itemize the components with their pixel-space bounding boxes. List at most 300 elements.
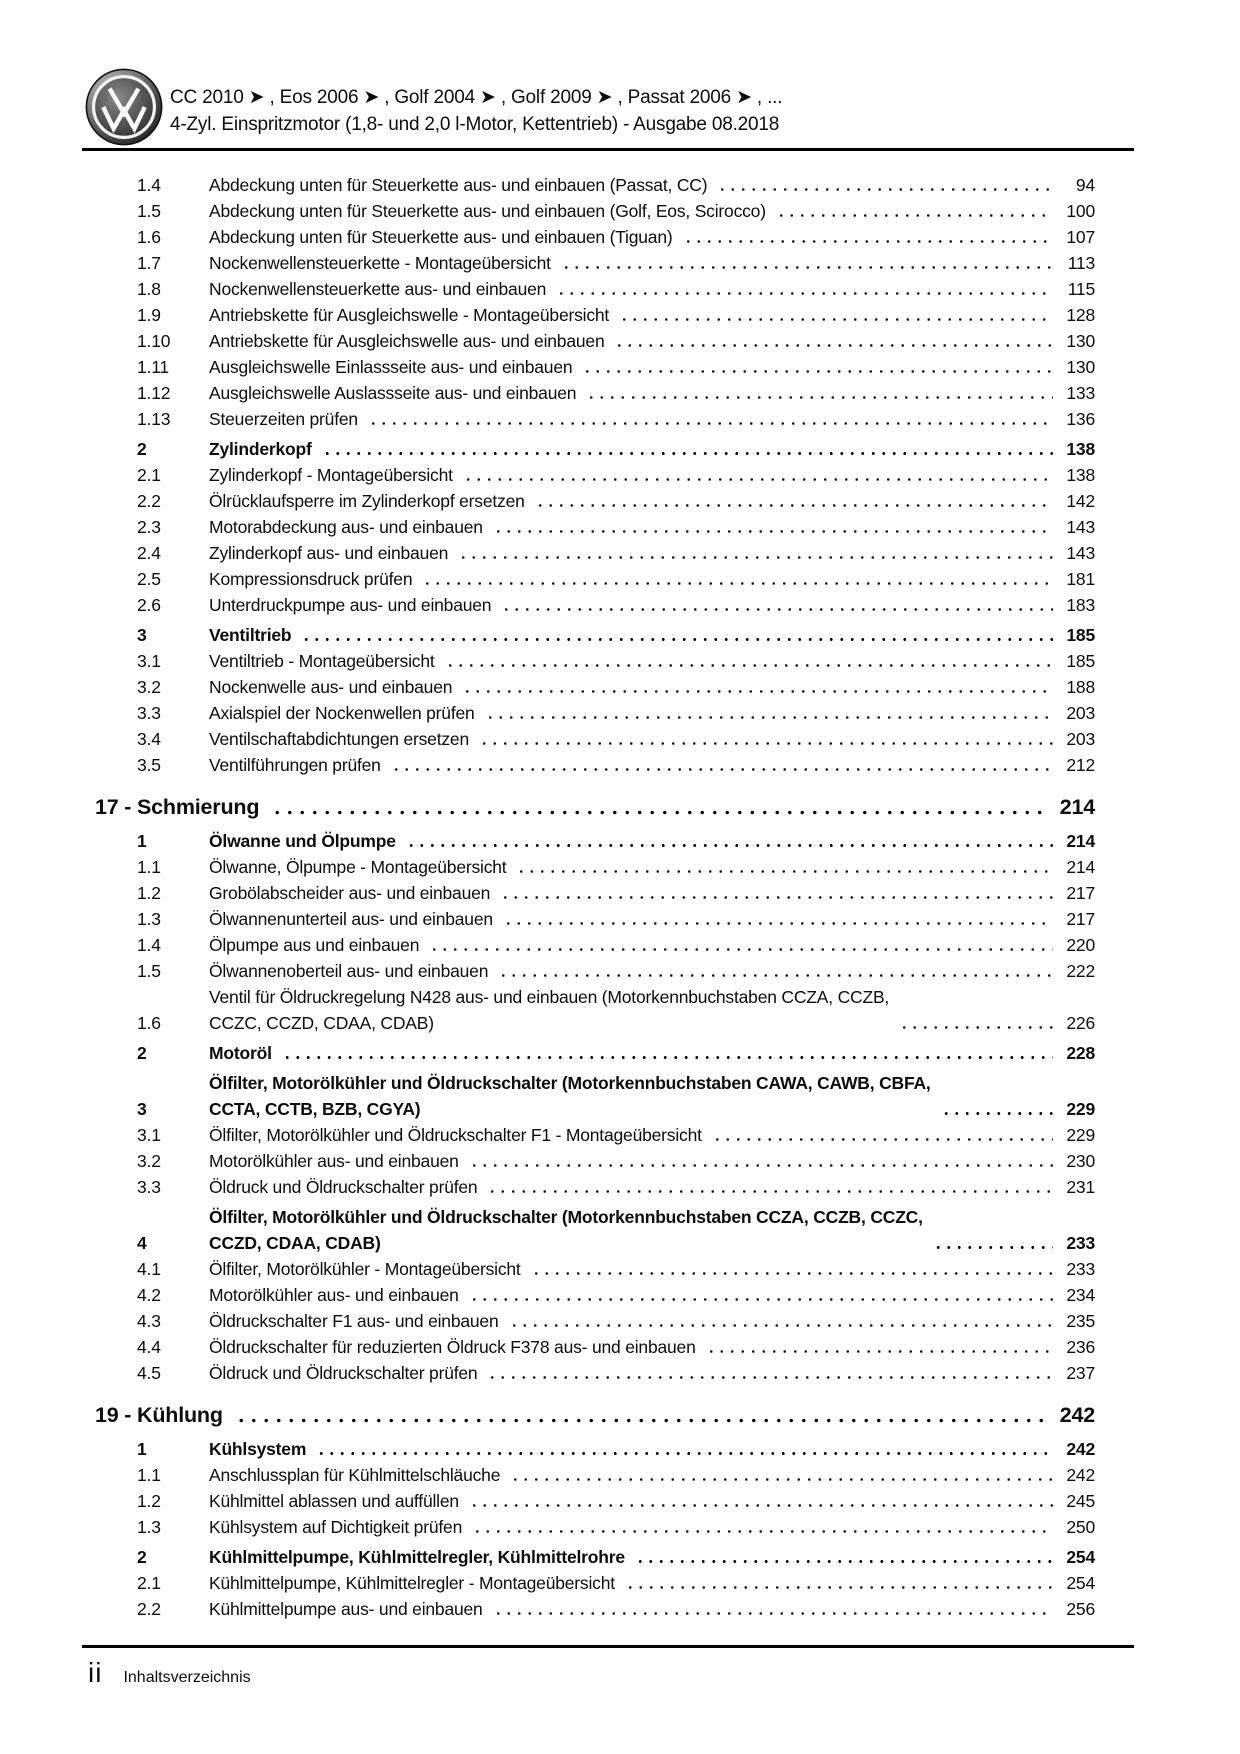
entry-title <box>209 1040 272 1066</box>
entry-title-line: Ölfilter, Motorölkühler und Öldruckschalter (Motorkennbuchstaben CCZA, CCZB, CCZC, <box>209 1207 923 1227</box>
dot-leader <box>470 1527 1053 1536</box>
chapter-title: 19 - Kühlung <box>95 1403 223 1427</box>
dot-leader <box>514 867 1053 876</box>
dot-leader <box>483 713 1053 722</box>
entry-number: 4.5 <box>137 1363 161 1383</box>
entry-title-line: CCZC, CCZD, CDAA, CDAB) <box>209 1013 434 1033</box>
toc-chapter-row <box>95 792 1095 822</box>
entry-title <box>209 380 576 406</box>
dot-leader <box>299 635 1053 644</box>
toc-entry <box>137 674 1095 700</box>
entry-number: 2 <box>137 1547 147 1567</box>
dot-leader <box>931 1243 1053 1252</box>
toc-section <box>95 792 1095 1386</box>
dot-leader <box>507 1321 1054 1330</box>
chapter-page-number: 214 <box>1059 795 1095 819</box>
entry-title <box>209 700 475 726</box>
entry-title <box>209 250 551 276</box>
entry-title-line: Kühlsystem <box>209 1439 307 1459</box>
entry-number: 3.3 <box>137 703 161 723</box>
entry-title <box>209 1204 923 1256</box>
dot-leader <box>554 289 1053 298</box>
entry-title-line: Antriebskette für Ausgleichswelle - Montageübersicht <box>209 305 610 325</box>
entry-number: 1.4 <box>137 175 161 195</box>
entry-title-line: Kühlmittel ablassen und auffüllen <box>209 1491 459 1511</box>
entry-number: 2.4 <box>137 543 161 563</box>
dot-leader <box>498 893 1053 902</box>
entry-number: 2.3 <box>137 517 161 537</box>
vw-logo <box>84 66 164 148</box>
entry-page-number: 185 <box>1066 625 1095 645</box>
dot-leader <box>633 1557 1053 1566</box>
entry-title-line: Öldruckschalter F1 aus- und einbauen <box>209 1311 499 1331</box>
entry-page-number: 254 <box>1066 1547 1095 1567</box>
dot-leader <box>461 475 1053 484</box>
toc-entry <box>137 1256 1095 1282</box>
entry-number: 1.3 <box>137 909 161 929</box>
entry-page-number: 234 <box>1066 1285 1095 1305</box>
dot-leader <box>280 1053 1053 1062</box>
entry-number: 2.1 <box>137 1573 161 1593</box>
toc-entry <box>137 406 1095 432</box>
entry-title-line: Motorölkühler aus- und einbauen <box>209 1285 459 1305</box>
toc-entry <box>137 1148 1095 1174</box>
toc-entry <box>137 1308 1095 1334</box>
dot-leader <box>681 237 1054 246</box>
entry-page-number: 130 <box>1066 331 1095 351</box>
entry-number: 3.5 <box>137 755 161 775</box>
toc-entry <box>137 436 1095 462</box>
entry-title-line: Öldruck und Öldruckschalter prüfen <box>209 1363 478 1383</box>
toc-chapter-row <box>95 1400 1095 1430</box>
toc-entry <box>137 540 1095 566</box>
entry-page-number: 143 <box>1066 517 1095 537</box>
entry-title-line: Ausgleichswelle Auslassseite aus- und einbauen <box>209 383 577 403</box>
entry-page-number: 226 <box>1066 1013 1095 1033</box>
entry-page-number: 133 <box>1066 383 1095 403</box>
entry-title-line: Kompressionsdruck prüfen <box>209 569 413 589</box>
entry-title <box>209 540 448 566</box>
dot-leader <box>499 605 1053 614</box>
entry-number: 1.6 <box>137 227 161 247</box>
toc-entries <box>137 172 1095 778</box>
entry-page-number: 220 <box>1066 935 1095 955</box>
dot-leader <box>233 1415 1049 1426</box>
entry-number: 1.8 <box>137 279 161 299</box>
entry-page-number: 94 <box>1075 175 1095 195</box>
entry-page-number: 185 <box>1066 651 1095 671</box>
toc-entries <box>137 1436 1095 1622</box>
entry-title-line: Nockenwellensteuerkette aus- und einbauen <box>209 279 547 299</box>
dot-leader <box>467 1501 1053 1510</box>
dot-leader <box>533 501 1053 510</box>
entry-title <box>209 1070 931 1122</box>
toc-entry <box>137 1436 1095 1462</box>
toc-entry <box>137 1488 1095 1514</box>
dot-leader <box>491 527 1053 536</box>
entry-title-line: Ölrücklaufsperre im Zylinderkopf ersetzen <box>209 491 525 511</box>
entry-number: 4.3 <box>137 1311 161 1331</box>
entry-title <box>209 1544 625 1570</box>
entry-page-number: 254 <box>1066 1573 1095 1593</box>
toc-entry <box>137 700 1095 726</box>
entry-page-number: 138 <box>1066 465 1095 485</box>
toc-entry <box>137 224 1095 250</box>
entry-page-number: 214 <box>1066 857 1095 877</box>
entry-title-line: Ventilführungen prüfen <box>209 755 381 775</box>
toc-entry <box>137 514 1095 540</box>
toc-entry <box>137 828 1095 854</box>
dot-leader <box>443 661 1053 670</box>
entry-title-line: Zylinderkopf - Montageübersicht <box>209 465 453 485</box>
entry-title <box>209 854 506 880</box>
chapter-title: 17 - Schmierung <box>95 795 260 819</box>
entry-title <box>209 514 483 540</box>
entry-title <box>209 224 673 250</box>
chapter-page-number: 242 <box>1059 1403 1095 1427</box>
entry-page-number: 143 <box>1066 543 1095 563</box>
dot-leader <box>580 367 1053 376</box>
entry-page-number: 250 <box>1066 1517 1095 1537</box>
entry-title-line: Antriebskette für Ausgleichswelle aus- und einbauen <box>209 331 605 351</box>
entry-number: 1.10 <box>137 331 171 351</box>
entry-number: 1.11 <box>137 357 169 377</box>
entry-number: 3.3 <box>137 1177 161 1197</box>
dot-leader <box>939 1109 1053 1118</box>
header-subtitle: 4-Zyl. Einspritzmotor (1,8- und 2,0 l-Motor, Kettentrieb) - Ausgabe 08.2018 <box>170 114 780 135</box>
entry-number: 1.7 <box>137 253 161 273</box>
toc-entry <box>137 566 1095 592</box>
entry-number: 1.1 <box>137 1465 161 1485</box>
entry-title <box>209 958 488 984</box>
entry-title-line: Kühlsystem auf Dichtigkeit prüfen <box>209 1517 463 1537</box>
dot-leader <box>269 807 1049 818</box>
entry-number: 1.2 <box>137 1491 161 1511</box>
entry-title <box>209 622 291 648</box>
entry-title-line: Zylinderkopf aus- und einbauen <box>209 543 449 563</box>
entry-page-number: 237 <box>1066 1363 1095 1383</box>
toc-entry <box>137 1570 1095 1596</box>
entry-page-number: 245 <box>1066 1491 1095 1511</box>
entry-number: 1.2 <box>137 883 161 903</box>
entry-number: 1 <box>137 1439 147 1459</box>
entry-title <box>209 1174 477 1200</box>
entry-page-number: 136 <box>1066 409 1095 429</box>
dot-leader <box>467 1161 1053 1170</box>
entry-title-line: Motorölkühler aus- und einbauen <box>209 1151 459 1171</box>
entry-title <box>209 1148 459 1174</box>
entry-number: 2 <box>137 439 147 459</box>
entry-title-line: Motorabdeckung aus- und einbauen <box>209 517 483 537</box>
dot-leader <box>320 449 1053 458</box>
entry-title <box>209 1122 702 1148</box>
entry-page-number: 214 <box>1066 831 1095 851</box>
entry-title-line: Kühlmittelpumpe, Kühlmittelregler, Kühlmittelrohre <box>209 1547 625 1567</box>
dot-leader <box>559 263 1053 272</box>
entry-number: 3 <box>137 625 147 645</box>
toc-entry <box>137 172 1095 198</box>
entry-title-line: Steuerzeiten prüfen <box>209 409 358 429</box>
entry-page-number: 236 <box>1066 1337 1095 1357</box>
entry-page-number: 242 <box>1066 1465 1095 1485</box>
entry-title <box>209 1256 521 1282</box>
entry-number: 3.1 <box>137 651 161 671</box>
entry-number: 2 <box>137 1043 147 1063</box>
toc-entry <box>137 752 1095 778</box>
toc-entry <box>137 1360 1095 1386</box>
entry-title-line: Abdeckung unten für Steuerkette aus- und einbauen (Tiguan) <box>209 227 673 247</box>
entry-page-number: 233 <box>1066 1259 1095 1279</box>
entry-title <box>209 752 381 778</box>
entry-title <box>209 198 766 224</box>
entry-page-number: 235 <box>1066 1311 1095 1331</box>
entry-page-number: 212 <box>1066 755 1095 775</box>
entry-title <box>209 566 412 592</box>
dot-leader <box>529 1269 1053 1278</box>
entry-title-line: Anschlussplan für Kühlmittelschläuche <box>209 1465 501 1485</box>
entry-number: 4 <box>137 1233 147 1253</box>
toc-entry <box>137 906 1095 932</box>
entry-number: 3.1 <box>137 1125 161 1145</box>
entry-number: 2.2 <box>137 491 161 511</box>
entry-number: 1 <box>137 831 147 851</box>
dot-leader <box>485 1187 1053 1196</box>
entry-page-number: 130 <box>1066 357 1095 377</box>
entry-title-line: Ölpumpe aus und einbauen <box>209 935 420 955</box>
toc-entry <box>137 648 1095 674</box>
entry-title-line: Ölwanne, Ölpumpe - Montageübersicht <box>209 857 507 877</box>
entry-title <box>209 880 490 906</box>
header-model-list: CC 2010 ➤ , Eos 2006 ➤ , Golf 2004 ➤ , Golf 2009 ➤ , Passat 2006 ➤ , ... <box>170 87 783 108</box>
entry-number: 4.1 <box>137 1259 161 1279</box>
entry-title <box>209 932 419 958</box>
toc-entry <box>137 198 1095 224</box>
entry-number: 1.3 <box>137 1517 161 1537</box>
dot-leader <box>584 393 1053 402</box>
entry-number: 2.5 <box>137 569 161 589</box>
entry-title-line: Ölfilter, Motorölkühler - Montageübersicht <box>209 1259 521 1279</box>
dot-leader <box>427 945 1053 954</box>
toc-entry <box>137 1334 1095 1360</box>
entry-title <box>209 592 491 618</box>
toc-entry <box>137 1282 1095 1308</box>
entry-title-line: Ventil für Öldruckregelung N428 aus- und einbauen (Motorkennbuchstaben CCZA, CCZB, <box>209 987 890 1007</box>
entry-title <box>209 1282 459 1308</box>
entry-title <box>209 302 609 328</box>
entry-title <box>209 984 889 1036</box>
entry-title <box>209 1436 306 1462</box>
entry-page-number: 228 <box>1066 1043 1095 1063</box>
entry-title <box>209 276 546 302</box>
entry-page-number: 128 <box>1066 305 1095 325</box>
entry-title <box>209 1514 462 1540</box>
entry-title <box>209 1360 477 1386</box>
toc-entry <box>137 726 1095 752</box>
entry-title-line: Ölwannenunterteil aus- und einbauen <box>209 909 493 929</box>
entry-number: 3.4 <box>137 729 161 749</box>
entry-title-line: Ölwanne und Ölpumpe <box>209 831 396 851</box>
page-footer <box>88 1658 251 1689</box>
toc-entry <box>137 1174 1095 1200</box>
entry-title <box>209 1308 499 1334</box>
entry-title-line: Ölfilter, Motorölkühler und Öldruckschalter F1 - Montageübersicht <box>209 1125 702 1145</box>
toc-entry <box>137 354 1095 380</box>
entry-number: 4.4 <box>137 1337 161 1357</box>
toc-entry <box>137 1122 1095 1148</box>
dot-leader <box>477 739 1053 748</box>
dot-leader <box>897 1023 1053 1032</box>
entry-page-number: 229 <box>1066 1099 1095 1119</box>
entry-title-line: Nockenwellensteuerkette - Montageübersicht <box>209 253 551 273</box>
entry-title-line: CCZD, CDAA, CDAB) <box>209 1233 381 1253</box>
entry-page-number: 222 <box>1066 961 1095 981</box>
toc <box>95 172 1095 1622</box>
entry-number: 1.13 <box>137 409 171 429</box>
entry-page-number: 217 <box>1066 883 1095 903</box>
toc-entry <box>137 380 1095 406</box>
footer-page-number: ii <box>88 1657 103 1688</box>
dot-leader <box>314 1449 1053 1458</box>
entry-number: 3.2 <box>137 1151 161 1171</box>
dot-leader <box>460 687 1053 696</box>
entry-title-line: Kühlmittelpumpe, Kühlmittelregler - Montageübersicht <box>209 1573 615 1593</box>
entry-title <box>209 1334 696 1360</box>
entry-number: 1.5 <box>137 201 161 221</box>
dot-leader <box>617 315 1053 324</box>
toc-section <box>95 1400 1095 1622</box>
entry-title <box>209 1462 500 1488</box>
entry-title <box>209 906 493 932</box>
entry-page-number: 113 <box>1067 253 1095 273</box>
entry-title-line: CCTA, CCTB, BZB, CGYA) <box>209 1099 421 1119</box>
entry-page-number: 231 <box>1066 1177 1095 1197</box>
dot-leader <box>501 919 1053 928</box>
entry-title-line: Zylinderkopf <box>209 439 312 459</box>
dot-leader <box>715 185 1053 194</box>
entry-number: 1.5 <box>137 961 161 981</box>
entry-page-number: 115 <box>1067 279 1095 299</box>
toc-entry <box>137 854 1095 880</box>
entry-title-line: Ölwannenoberteil aus- und einbauen <box>209 961 489 981</box>
entry-number: 1.12 <box>137 383 171 403</box>
entry-page-number: 181 <box>1066 569 1095 589</box>
dot-leader <box>467 1295 1053 1304</box>
entry-page-number: 203 <box>1066 703 1095 723</box>
toc-entry <box>137 622 1095 648</box>
entry-page-number: 233 <box>1066 1233 1095 1253</box>
entry-title <box>209 436 312 462</box>
entry-page-number: 203 <box>1066 729 1095 749</box>
toc-entry <box>137 958 1095 984</box>
entry-page-number: 188 <box>1066 677 1095 697</box>
toc-entry <box>137 1544 1095 1570</box>
entry-number: 2.6 <box>137 595 161 615</box>
entry-number: 3 <box>137 1099 147 1119</box>
entry-title <box>209 1570 615 1596</box>
dot-leader <box>612 341 1053 350</box>
entry-page-number: 138 <box>1066 439 1095 459</box>
entry-title <box>209 172 707 198</box>
dot-leader <box>491 1609 1053 1618</box>
entry-title-line: Ventiltrieb - Montageübersicht <box>209 651 435 671</box>
toc-entry <box>137 1596 1095 1622</box>
entry-title-line: Kühlmittelpumpe aus- und einbauen <box>209 1599 483 1619</box>
dot-leader <box>366 419 1053 428</box>
toc-entry <box>137 1204 1095 1256</box>
dot-leader <box>485 1373 1053 1382</box>
toc-entry <box>137 462 1095 488</box>
dot-leader <box>774 211 1053 220</box>
toc-entry <box>137 250 1095 276</box>
entry-number: 1.9 <box>137 305 161 325</box>
entry-title-line: Ventilschaftabdichtungen ersetzen <box>209 729 469 749</box>
footer-section-label: Inhaltsverzeichnis <box>123 1669 251 1686</box>
entry-title <box>209 1488 459 1514</box>
dot-leader <box>404 841 1053 850</box>
entry-title-line: Abdeckung unten für Steuerkette aus- und einbauen (Passat, CC) <box>209 175 708 195</box>
dot-leader <box>704 1347 1053 1356</box>
footer-rule <box>82 1645 1134 1648</box>
entry-title <box>209 674 452 700</box>
entry-number: 4.2 <box>137 1285 161 1305</box>
entry-title-line: Grobölabscheider aus- und einbauen <box>209 883 491 903</box>
entry-number: 3.2 <box>137 677 161 697</box>
entry-title <box>209 328 604 354</box>
entry-title <box>209 488 525 514</box>
dot-leader <box>508 1475 1053 1484</box>
dot-leader <box>456 553 1053 562</box>
entry-title-line: Ölfilter, Motorölkühler und Öldruckschalter (Motorkennbuchstaben CAWA, CAWB, CBFA, <box>209 1073 931 1093</box>
entry-number: 2.2 <box>137 1599 161 1619</box>
entry-title-line: Motoröl <box>209 1043 272 1063</box>
dot-leader <box>623 1583 1053 1592</box>
toc-entry <box>137 984 1095 1036</box>
entry-page-number: 256 <box>1066 1599 1095 1619</box>
header-rule <box>82 148 1134 151</box>
entry-page-number: 242 <box>1066 1439 1095 1459</box>
toc-entry <box>137 1040 1095 1066</box>
entry-page-number: 100 <box>1066 201 1095 221</box>
toc-entry <box>137 592 1095 618</box>
entry-page-number: 229 <box>1066 1125 1095 1145</box>
toc-entry <box>137 1070 1095 1122</box>
entry-title <box>209 828 396 854</box>
toc-section <box>95 172 1095 778</box>
entry-number: 1.6 <box>137 1013 161 1033</box>
entry-title-line: Ventiltrieb <box>209 625 292 645</box>
toc-entry <box>137 1514 1095 1540</box>
entry-page-number: 107 <box>1066 227 1095 247</box>
entry-title-line: Abdeckung unten für Steuerkette aus- und einbauen (Golf, Eos, Scirocco) <box>209 201 766 221</box>
toc-entry <box>137 1462 1095 1488</box>
entry-title-line: Öldruck und Öldruckschalter prüfen <box>209 1177 478 1197</box>
entry-title <box>209 726 469 752</box>
entry-title <box>209 648 435 674</box>
entry-title-line: Unterdruckpumpe aus- und einbauen <box>209 595 492 615</box>
entry-title-line: Axialspiel der Nockenwellen prüfen <box>209 703 475 723</box>
toc-entry <box>137 880 1095 906</box>
entry-page-number: 183 <box>1066 595 1095 615</box>
toc-entry <box>137 488 1095 514</box>
toc-entry <box>137 328 1095 354</box>
dot-leader <box>710 1135 1053 1144</box>
dot-leader <box>496 971 1053 980</box>
entry-page-number: 217 <box>1066 909 1095 929</box>
toc-entries <box>137 828 1095 1386</box>
entry-number: 1.1 <box>137 857 161 877</box>
entry-page-number: 230 <box>1066 1151 1095 1171</box>
entry-number: 1.4 <box>137 935 161 955</box>
